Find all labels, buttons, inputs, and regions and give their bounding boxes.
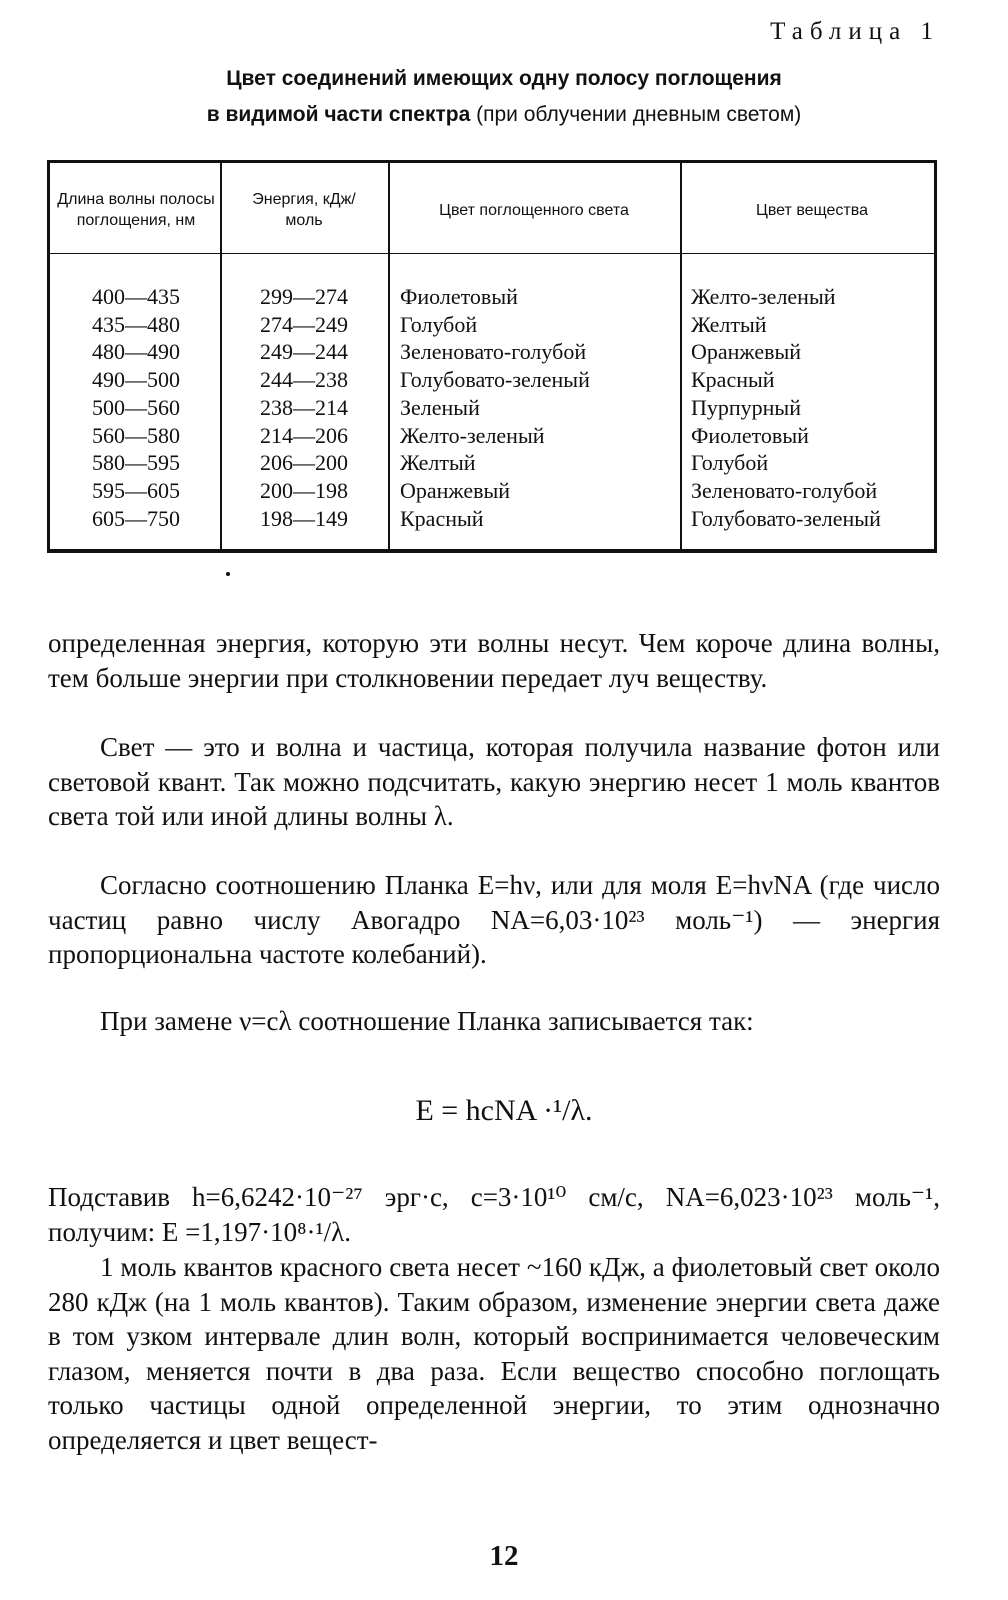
- table-cell: Желто-зеленый: [691, 284, 836, 309]
- table-cell: 435—480: [92, 311, 180, 337]
- paragraph-2: Свет — это и волна и частица, которая получила название фотон или световой квант. Так можно подсчитать, какую энергию несет 1 моль квантов света той или иной длины волны λ.: [48, 732, 940, 831]
- table-cell: Оранжевый: [691, 339, 802, 365]
- stray-dot: [226, 572, 230, 576]
- table-cell: Фиолетовый: [400, 284, 518, 309]
- planck-formula: E = hcNA ·¹/λ.: [415, 1094, 593, 1127]
- table-caption-line2: [0, 96, 1008, 133]
- paragraph-3: Согласно соотношению Планка E=hν, или для моля E=hνNA (где число частиц равно числу Авогадро NA=6,03·10²³ моль⁻¹) — энергия пропорциональна частоте колебаний).: [48, 870, 940, 969]
- table-cell: Зеленовато-голубой: [691, 477, 878, 503]
- table-cell: Желтый: [691, 311, 767, 337]
- page-number: 12: [489, 1540, 519, 1572]
- table-cell: 198—149: [260, 505, 348, 531]
- header-divider: [50, 253, 934, 254]
- table-cell: 249—244: [260, 339, 348, 365]
- header-absorbed-color: Цвет поглощенного света: [439, 201, 629, 219]
- header-wavelength: Длина волны полосы поглощения, нм: [57, 191, 215, 229]
- column-absorbed-color: [400, 283, 590, 532]
- table-cell: 595—605: [92, 477, 180, 503]
- table-caption-line1: Цвет соединений имеющих одну полосу поглощения: [226, 67, 782, 90]
- table-cell: Красный: [691, 367, 775, 393]
- table-cell: 605—750: [92, 505, 180, 531]
- table-cell: Оранжевый: [400, 477, 511, 503]
- paragraph-4: При замене ν=cλ соотношение Планка записывается так:: [100, 1006, 754, 1036]
- column-divider: [388, 163, 390, 549]
- table-cell: Зеленый: [400, 394, 480, 420]
- table-label: Таблица 1: [770, 18, 940, 45]
- table-cell: 299—274: [260, 284, 348, 309]
- column-substance-color: [691, 283, 881, 532]
- table-cell: Желтый: [400, 450, 476, 476]
- table-cell: 400—435: [92, 284, 180, 309]
- table-cell: 206—200: [260, 450, 348, 476]
- table-cell: 500—560: [92, 394, 180, 420]
- caption-bold-part: в видимой части спектра: [206, 103, 471, 126]
- table-cell: 560—580: [92, 422, 180, 448]
- paragraph-5: Подставив h=6,6242·10⁻²⁷ эрг·с, c=3·10¹⁰ см/с, NA=6,023·10²³ моль⁻¹, получим: E =1,197·10⁸·¹/λ.: [48, 1182, 940, 1247]
- table-cell: 490—500: [92, 367, 180, 393]
- column-energy: [220, 283, 388, 532]
- caption-rest-part: (при облучении дневным светом): [470, 103, 802, 126]
- table-cell: Пурпурный: [691, 394, 801, 420]
- table-cell: Желто-зеленый: [400, 422, 545, 448]
- table-cell: 580—595: [92, 450, 180, 476]
- table-cell: 200—198: [260, 477, 348, 503]
- table-cell: Красный: [400, 505, 484, 531]
- paragraph-1: определенная энергия, которую эти волны несут. Чем короче длина волны, тем больше энергии при столкновении передает луч веществу.: [48, 628, 940, 693]
- table-cell: Голубой: [691, 450, 769, 476]
- table-cell: 480—490: [92, 339, 180, 365]
- table-cell: Фиолетовый: [691, 422, 809, 448]
- header-substance-color: Цвет вещества: [756, 201, 868, 219]
- column-wavelength: [50, 283, 222, 532]
- table-cell: Голубовато-зеленый: [400, 367, 590, 393]
- table-cell: 274—249: [260, 311, 348, 337]
- table-cell: Зеленовато-голубой: [400, 339, 587, 365]
- paragraph-6: 1 моль квантов красного света несет ~160 кДж, а фиолетовый свет около 280 кДж (на 1 моль квантов). Таким образом, изменение энергии света даже в том узком интервале длин волн, который воспринимается человеческим глазом, меняется почти в два раза. Если вещество способно поглощать только частицы одной определенной энергии, то этим однозначно определяется и цвет вещест-: [48, 1252, 940, 1455]
- table-cell: 238—214: [260, 394, 348, 420]
- table-cell: Голубой: [400, 311, 478, 337]
- absorption-table: [47, 160, 937, 553]
- header-energy: Энергия, кДж/моль: [252, 191, 356, 229]
- table-cell: 244—238: [260, 367, 348, 393]
- table-cell: Голубовато-зеленый: [691, 505, 881, 531]
- column-divider: [680, 163, 682, 549]
- table-cell: 214—206: [260, 422, 348, 448]
